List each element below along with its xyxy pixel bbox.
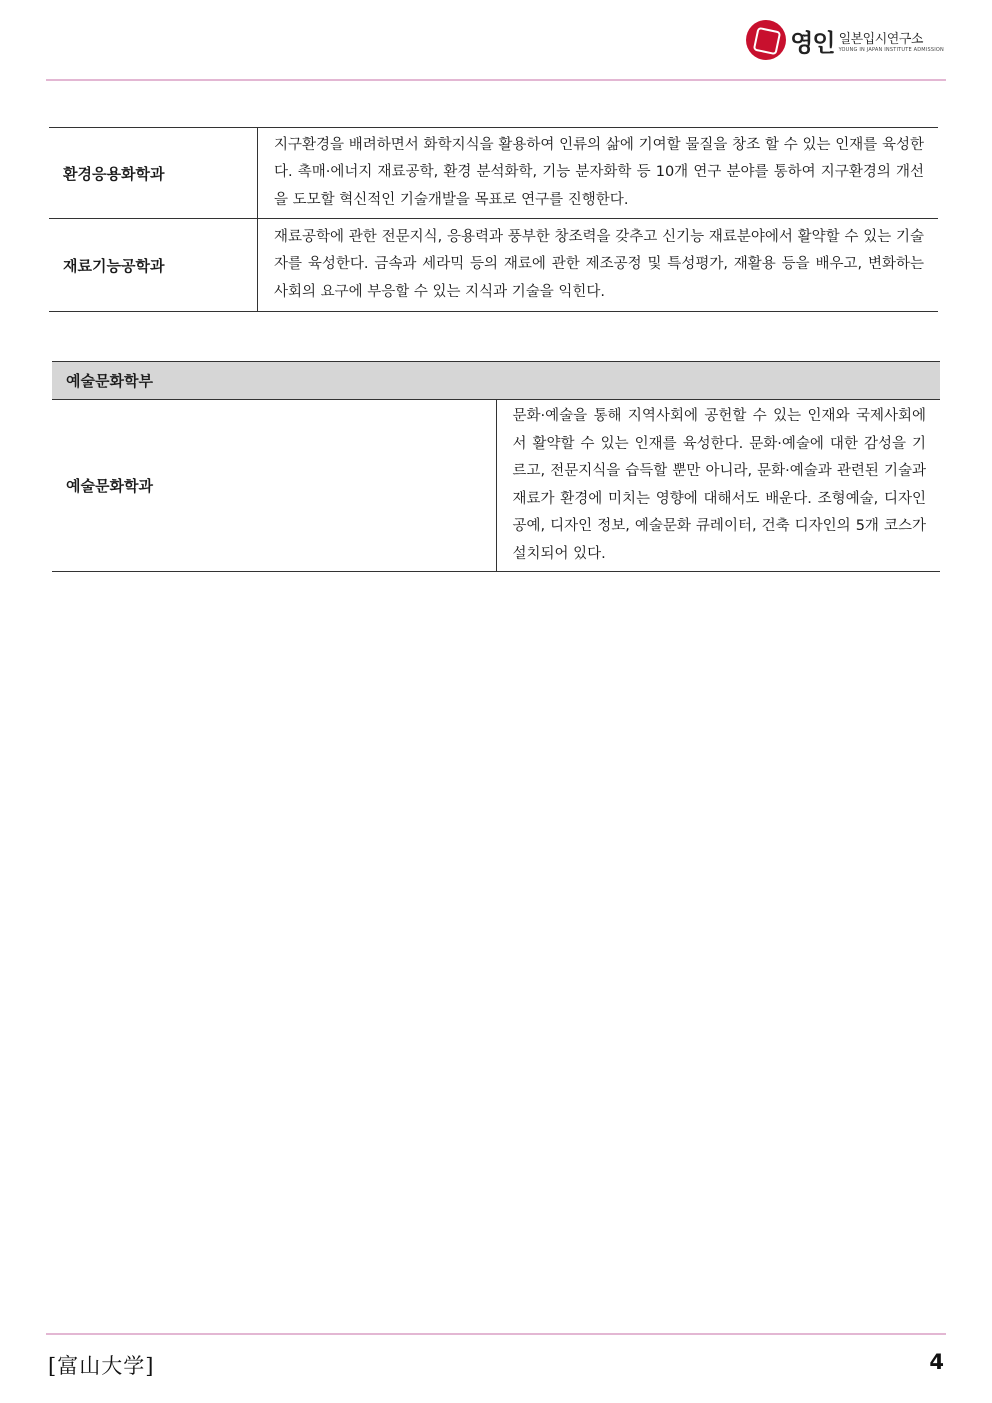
table-row [49, 128, 938, 219]
department-name: 환경응용화학과 [49, 128, 258, 219]
logo [746, 20, 944, 60]
department-description: 재료공학에 관한 전문지식, 응용력과 풍부한 창조력을 갖추고 신기능 재료분야에서 활약할 수 있는 기술자를 육성한다. 금속과 세라믹 등의 재료에 관한 제조공정 및 특성평가, 재활용 등을 배우고, 변화하는 사회의 요구에 부응할 수 있는 지식과 기술을 익힌다. [258, 219, 939, 312]
logo-text [839, 28, 944, 53]
footer-university: [富山大学] [48, 1354, 155, 1378]
department-table-arts [52, 361, 940, 572]
footer-divider [46, 1333, 946, 1335]
department-table-engineering [49, 127, 938, 312]
page-number: 4 [929, 1350, 944, 1374]
department-name: 예술문화학과 [52, 400, 496, 572]
department-description: 지구환경을 배려하면서 화학지식을 활용하여 인류의 삶에 기여할 물질을 창조 할 수 있는 인재를 육성한다. 촉매·에너지 재료공학, 환경 분석화학, 기능 분자화학 등 10개 연구 분야를 통하여 지구환경의 개선을 도모할 혁신적인 기술개발을 목표로 연구를 진행한다. [258, 128, 939, 219]
table-row [52, 400, 940, 572]
logo-subtitle: 일본입시연구소 [838, 31, 923, 47]
department-name: 재료기능공학과 [49, 219, 258, 312]
logo-english: YOUNG IN JAPAN INSTITUTE ADMISSION [838, 46, 944, 53]
header-divider [46, 79, 946, 81]
logo-name: 영인 [790, 28, 835, 57]
section-header-row [52, 362, 940, 400]
table-row [49, 219, 938, 312]
section-title: 예술문화학부 [52, 362, 940, 400]
department-description: 문화·예술을 통해 지역사회에 공헌할 수 있는 인재와 국제사회에서 활약할 수 있는 인재를 육성한다. 문화·예술에 대한 감성을 기르고, 전문지식을 습득할 뿐만 아니라, 문화·예술과 관련된 기술과 재료가 환경에 미치는 영향에 대해서도 배운다. 조형예술, 디자인 공예, 디자인 정보, 예술문화 큐레이터, 건축 디자인의 5개 코스가 설치되어 있다. [496, 400, 940, 572]
logo-seal-icon [746, 20, 786, 60]
